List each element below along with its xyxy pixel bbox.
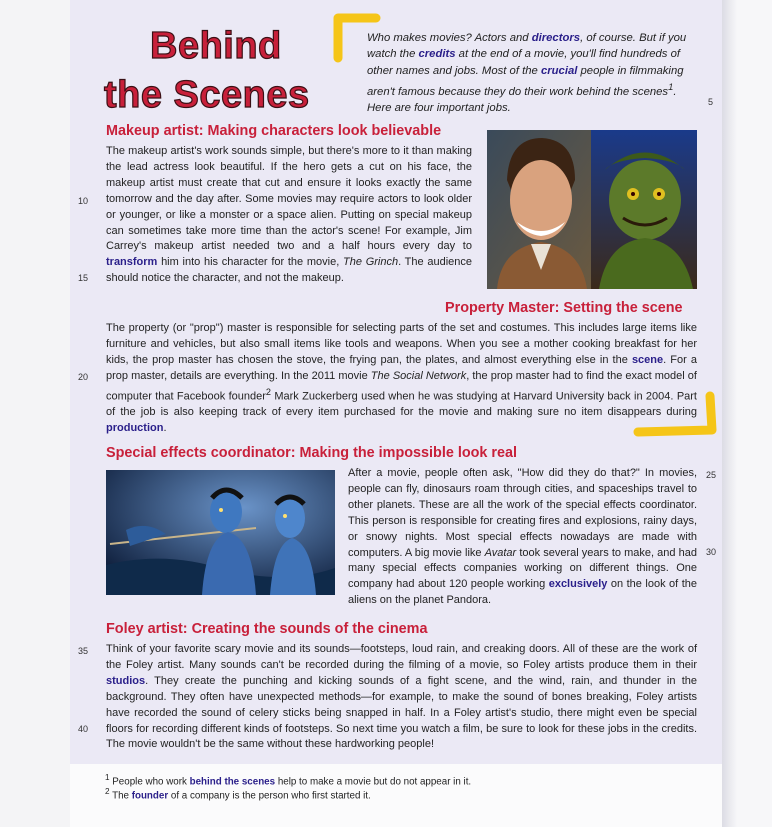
title-line-1: Behind bbox=[150, 25, 282, 67]
keyword-transform: transform bbox=[106, 256, 158, 269]
line-number: 25 bbox=[706, 470, 717, 480]
keyword-credits: credits bbox=[418, 48, 456, 61]
paragraph-special-effects: After a movie, people often ask, "How did they do that?" In movies, people can fly, dinosaurs roam through cities, and spaceships travel to other planets. These are all the work of the special effects coordinator. This person is responsible for creating fires and explosions, rainy days, or snowy nights. Most special effects nowadays are made with computers. A big movie like Avatar took several years to make, and had many special effects companies working on different things. One company had about 120 people working exclusively on the look of the aliens on the planet Pandora. bbox=[348, 467, 698, 607]
line-number: 10 bbox=[78, 196, 89, 206]
paragraph-makeup-artist: The makeup artist's work sounds simple, but there's more to it than making the lead actress look beautiful. If the hero gets a cut on his face, the makeup artist must create that cut and ensure it looks exactly the same tomorrow and the day after. Some movies may require actors to look older or younger, or like a monster or a space alien. Putting on special makeup can sometimes take more time than the actor's scene! For example, Jim Carrey's makeup artist needed two and a half hours every day to transform him into his character for the movie, The Grinch. The audience should notice the character, and not the makeup. bbox=[106, 145, 472, 285]
line-number: 30 bbox=[706, 547, 717, 557]
keyword-scene: scene bbox=[631, 353, 664, 366]
paragraph-foley-artist: Think of your favorite scary movie and its sounds—footsteps, loud rain, and creaking doors. All of these are the work of the Foley artist. Many sounds can't be recorded during the filming of a movie, so Foley artists produce them in their studios. They create the punching and kicking sounds of a fight scene, and the wind, rain, and thunder in the background. They often have unexpected methods—for example, to make the sound of bones breaking, Foley artists have recorded the sound of celery sticks being snapped in half. In a Foley artist's studio, there might even be special floors for recording different kinds of footsteps. So next time you watch a film, be sure to look for these jobs in the credits. The movie wouldn't be the same without these hardworking people! bbox=[106, 643, 697, 751]
heading-special-effects: Special effects coordinator: Making the impossible look real bbox=[106, 445, 518, 461]
keyword-directors: directors bbox=[531, 32, 581, 44]
photo-jim-carrey-grinch bbox=[487, 130, 697, 289]
line-number: 35 bbox=[78, 646, 89, 656]
line-number: 5 bbox=[708, 97, 714, 107]
keyword-production: production bbox=[106, 422, 164, 435]
heading-property-master: Property Master: Setting the scene bbox=[445, 300, 683, 316]
intro-paragraph: Who makes movies? Actors and directors, of course. But if you watch the credits at the end of a movie, you'll find hundreds of other names and jobs. Most of the crucial people in filmmaking aren't famous because they do their work behind the scenes$^1$. Here are four important jobs. bbox=[367, 32, 687, 115]
keyword-studios: studios bbox=[106, 674, 146, 687]
line-number: 20 bbox=[78, 372, 89, 382]
page-edge-shadow bbox=[722, 0, 772, 827]
heading-makeup-artist: Makeup artist: Making characters look believable bbox=[106, 123, 442, 139]
photo-avatar-movie bbox=[106, 470, 335, 595]
footnote-1: $^1$ People who work behind the scenes help to make a movie but do not appear in it. bbox=[105, 773, 472, 788]
keyword-crucial: crucial bbox=[540, 64, 578, 77]
keyword-exclusively: exclusively bbox=[548, 578, 608, 591]
paragraph-property-master: The property (or "prop") master is responsible for selecting parts of the set and costumes. This includes large items like furniture and vehicles, but also small items like tools and weapons. When you see a mother cooking breakfast for her kids, the prop master has chosen the stove, the frying pan, the plates, and almost everything else in the scene. For a prop master, details are everything. In the 2011 movie The Social Network, the prop master had to find the exact model of computer that Facebook founder$^2$ Mark Zuckerberg used when he was studying at Harvard University back in 2004. Part of the job is also keeping track of every item purchased for the movie and making sure no item disappears during production. bbox=[106, 322, 697, 435]
avatar-scene-illustration bbox=[106, 470, 335, 595]
heading-foley-artist: Foley artist: Creating the sounds of the cinema bbox=[106, 621, 428, 637]
title-line-2: the Scenes bbox=[104, 74, 310, 116]
line-number: 40 bbox=[78, 724, 89, 734]
actor-portraits-illustration bbox=[487, 130, 697, 289]
line-number: 15 bbox=[78, 273, 89, 283]
footnote-2: $^2$ The founder of a company is the person who first started it. bbox=[105, 787, 371, 802]
